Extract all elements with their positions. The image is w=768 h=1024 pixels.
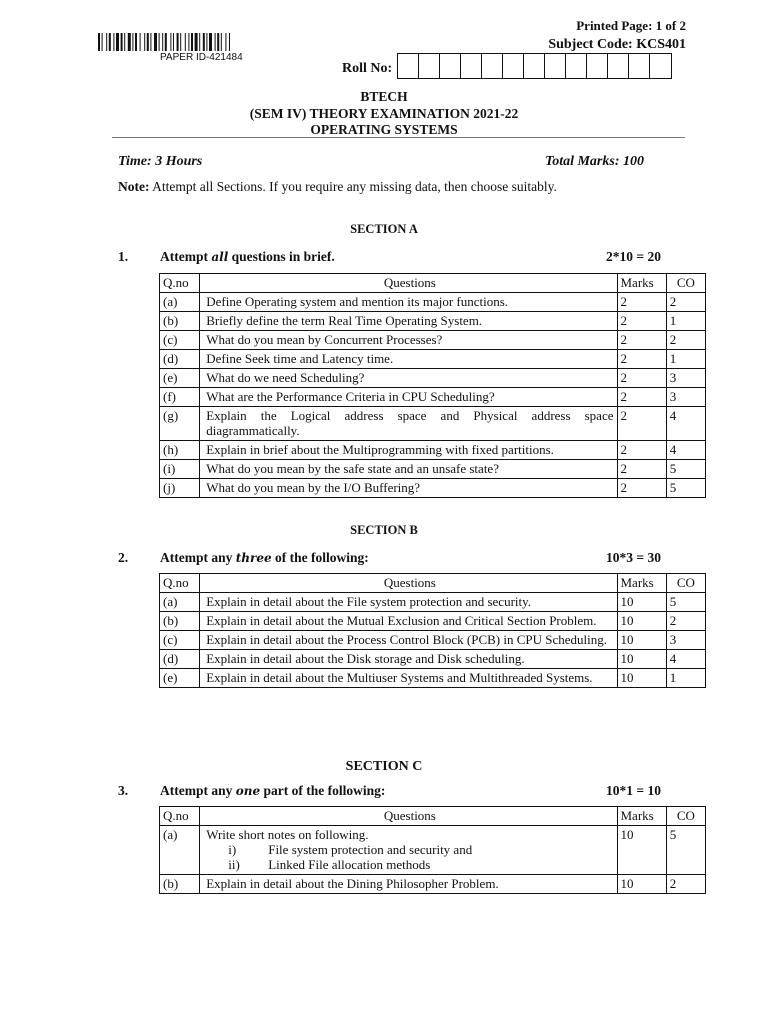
question-text-main: Define Operating system and mention its major functions. (206, 294, 509, 309)
section-c-heading: SECTION C (345, 759, 423, 774)
question-text-main: Explain in detail about the Mutual Exclusion and Critical Section Problem. (206, 613, 597, 628)
sub-question (206, 842, 613, 857)
question-text-main: What are the Performance Criteria in CPU Scheduling? (206, 389, 495, 404)
roll-digit-box[interactable] (566, 54, 587, 78)
table-row (160, 631, 706, 650)
table-row (160, 312, 706, 331)
question-id: (f) (160, 388, 200, 407)
question-marks: 10*1 = 10 (606, 783, 661, 798)
exam-time: Time: 3 Hours (118, 154, 203, 169)
degree-title: BTECH (360, 89, 408, 104)
question-marks-cell: 2 (617, 479, 666, 498)
question-marks-cell: 2 (617, 293, 666, 312)
question-text-main: Explain the Logical address space and Physical address space diagrammatically. (206, 408, 614, 438)
printed-page-block (548, 16, 686, 54)
paper-id: PAPER ID-421484 (160, 52, 243, 63)
question-id: (a) (160, 826, 200, 875)
question-id: (e) (160, 669, 200, 688)
total-marks: Total Marks: 100 (544, 154, 644, 169)
section-a-table (159, 273, 706, 498)
header-co: CO (666, 274, 705, 293)
sub-question-text: Linked File allocation methods (268, 857, 431, 872)
question-number: 2. (118, 550, 129, 565)
question-text (200, 460, 617, 479)
question-text (200, 612, 617, 631)
section-b-heading: SECTION B (350, 523, 418, 537)
section-a-heading: SECTION A (350, 222, 418, 236)
question-marks-cell: 10 (617, 650, 666, 669)
table-header-row (160, 807, 706, 826)
question-marks-cell: 10 (617, 826, 666, 875)
table-row (160, 875, 706, 894)
barcode-icon (98, 33, 308, 51)
question-marks-cell: 10 (617, 669, 666, 688)
header-co: CO (666, 807, 705, 826)
question-text (200, 441, 617, 460)
roll-number-boxes[interactable] (397, 53, 672, 79)
table-row (160, 350, 706, 369)
question-text (200, 293, 617, 312)
question-number: 3. (118, 783, 129, 798)
question-marks-cell: 2 (617, 369, 666, 388)
question-co-cell: 5 (666, 460, 705, 479)
roll-digit-box[interactable] (650, 54, 671, 78)
roll-digit-box[interactable] (398, 54, 419, 78)
sub-question-text: File system protection and security and (268, 842, 473, 857)
header-marks: Marks (617, 807, 666, 826)
question-marks: 2*10 = 20 (606, 249, 661, 264)
header-co: CO (666, 574, 705, 593)
question-id: (i) (160, 460, 200, 479)
table-row (160, 669, 706, 688)
table-row (160, 407, 706, 441)
question-text (200, 650, 617, 669)
question-marks-cell: 2 (617, 441, 666, 460)
question-text-main: Explain in detail about the File system protection and security. (206, 594, 532, 609)
header-questions: Questions (200, 807, 617, 826)
header-questions: Questions (200, 574, 617, 593)
question-text-main: Explain in detail about the Multiuser Systems and Multithreaded Systems. (206, 670, 593, 685)
question-marks-cell: 2 (617, 388, 666, 407)
table-row (160, 650, 706, 669)
question-co-cell: 3 (666, 631, 705, 650)
question-text-main: Explain in detail about the Dining Philosopher Problem. (206, 876, 499, 891)
table-row (160, 479, 706, 498)
header-questions: Questions (200, 274, 617, 293)
roll-digit-box[interactable] (419, 54, 440, 78)
subject-title: OPERATING SYSTEMS (310, 122, 458, 137)
question-id: (c) (160, 631, 200, 650)
table-header-row (160, 274, 706, 293)
roll-digit-box[interactable] (440, 54, 461, 78)
question-id: (b) (160, 312, 200, 331)
question-text (200, 593, 617, 612)
question-instruction: Attempt any three of the following: (160, 550, 369, 565)
question-text-main: What do you mean by the safe state and an unsafe state? (206, 461, 499, 476)
question-text-main: What do you mean by the I/O Buffering? (206, 480, 421, 495)
question-text-main: Briefly define the term Real Time Operating System. (206, 313, 483, 328)
question-instruction: Attempt all questions in brief. (160, 249, 335, 264)
question-co-cell: 2 (666, 612, 705, 631)
question-co-cell: 4 (666, 407, 705, 441)
question-id: (j) (160, 479, 200, 498)
question-marks-cell: 2 (617, 350, 666, 369)
question-text (200, 331, 617, 350)
question-text-main: Explain in brief about the Multiprogramming with fixed partitions. (206, 442, 554, 457)
question-text-main: What do we need Scheduling? (206, 370, 365, 385)
question-text (200, 350, 617, 369)
roll-digit-box[interactable] (482, 54, 503, 78)
question-text-main: Write short notes on following. (206, 827, 369, 842)
question-id: (a) (160, 293, 200, 312)
header-marks: Marks (617, 574, 666, 593)
question-marks-cell: 2 (617, 460, 666, 479)
table-row (160, 460, 706, 479)
question-text-main: What do you mean by Concurrent Processes? (206, 332, 443, 347)
question-co-cell: 1 (666, 350, 705, 369)
printed-page: Printed Page: 1 of 2 (576, 18, 686, 33)
question-id: (g) (160, 407, 200, 441)
header-qno: Q.no (160, 274, 200, 293)
roll-digit-box[interactable] (629, 54, 650, 78)
question-instruction: Attempt any one part of the following: (160, 783, 386, 798)
question-text (200, 369, 617, 388)
question-marks-cell: 10 (617, 612, 666, 631)
question-marks-cell: 10 (617, 631, 666, 650)
question-co-cell: 5 (666, 826, 705, 875)
question-text-main: Define Seek time and Latency time. (206, 351, 394, 366)
table-header-row (160, 574, 706, 593)
question-text (200, 407, 617, 441)
table-row (160, 441, 706, 460)
question-id: (h) (160, 441, 200, 460)
question-co-cell: 5 (666, 593, 705, 612)
note-label: Note: (118, 179, 150, 194)
roll-digit-box[interactable] (545, 54, 566, 78)
question-text (200, 669, 617, 688)
roll-label: Roll No: (342, 61, 393, 76)
question-id: (a) (160, 593, 200, 612)
header-qno: Q.no (160, 574, 200, 593)
table-row (160, 612, 706, 631)
table-row (160, 293, 706, 312)
subject-code: Subject Code: KCS401 (548, 37, 686, 52)
header-divider (112, 137, 685, 138)
header-marks: Marks (617, 274, 666, 293)
section-b-table (159, 573, 706, 688)
question-marks-cell: 2 (617, 331, 666, 350)
question-co-cell: 2 (666, 293, 705, 312)
table-row (160, 369, 706, 388)
question-text (200, 388, 617, 407)
question-marks-cell: 10 (617, 875, 666, 894)
question-co-cell: 3 (666, 369, 705, 388)
question-co-cell: 1 (666, 669, 705, 688)
sub-question-number: ii) (228, 857, 240, 872)
question-marks: 10*3 = 30 (606, 550, 661, 565)
table-row (160, 593, 706, 612)
question-co-cell: 1 (666, 312, 705, 331)
question-text (200, 312, 617, 331)
question-text-main: Explain in detail about the Disk storage and Disk scheduling. (206, 651, 525, 666)
roll-digit-box[interactable] (608, 54, 629, 78)
question-co-cell: 4 (666, 650, 705, 669)
question-id: (e) (160, 369, 200, 388)
exam-note (118, 179, 557, 195)
question-marks-cell: 2 (617, 312, 666, 331)
question-id: (b) (160, 875, 200, 894)
exam-title: (SEM IV) THEORY EXAMINATION 2021-22 (249, 106, 519, 121)
question-marks-cell: 2 (617, 407, 666, 441)
question-marks-cell: 10 (617, 593, 666, 612)
question-id: (b) (160, 612, 200, 631)
note-text: Attempt all Sections. If you require any missing data, then choose suitably. (149, 179, 557, 194)
sub-question-number: i) (228, 842, 237, 857)
question-co-cell: 2 (666, 331, 705, 350)
question-co-cell: 4 (666, 441, 705, 460)
sub-question (206, 857, 613, 872)
question-number: 1. (118, 249, 129, 264)
question-id: (d) (160, 350, 200, 369)
roll-digit-box[interactable] (587, 54, 608, 78)
table-row (160, 388, 706, 407)
question-text (200, 875, 617, 894)
question-id: (d) (160, 650, 200, 669)
roll-digit-box[interactable] (503, 54, 524, 78)
question-co-cell: 2 (666, 875, 705, 894)
question-co-cell: 3 (666, 388, 705, 407)
section-c-table (159, 806, 706, 894)
roll-digit-box[interactable] (524, 54, 545, 78)
roll-digit-box[interactable] (461, 54, 482, 78)
header-qno: Q.no (160, 807, 200, 826)
question-text (200, 631, 617, 650)
question-text-main: Explain in detail about the Process Control Block (PCB) in CPU Scheduling. (206, 632, 608, 647)
question-text (200, 826, 617, 875)
question-text (200, 479, 617, 498)
table-row (160, 826, 706, 875)
question-co-cell: 5 (666, 479, 705, 498)
table-row (160, 331, 706, 350)
question-id: (c) (160, 331, 200, 350)
